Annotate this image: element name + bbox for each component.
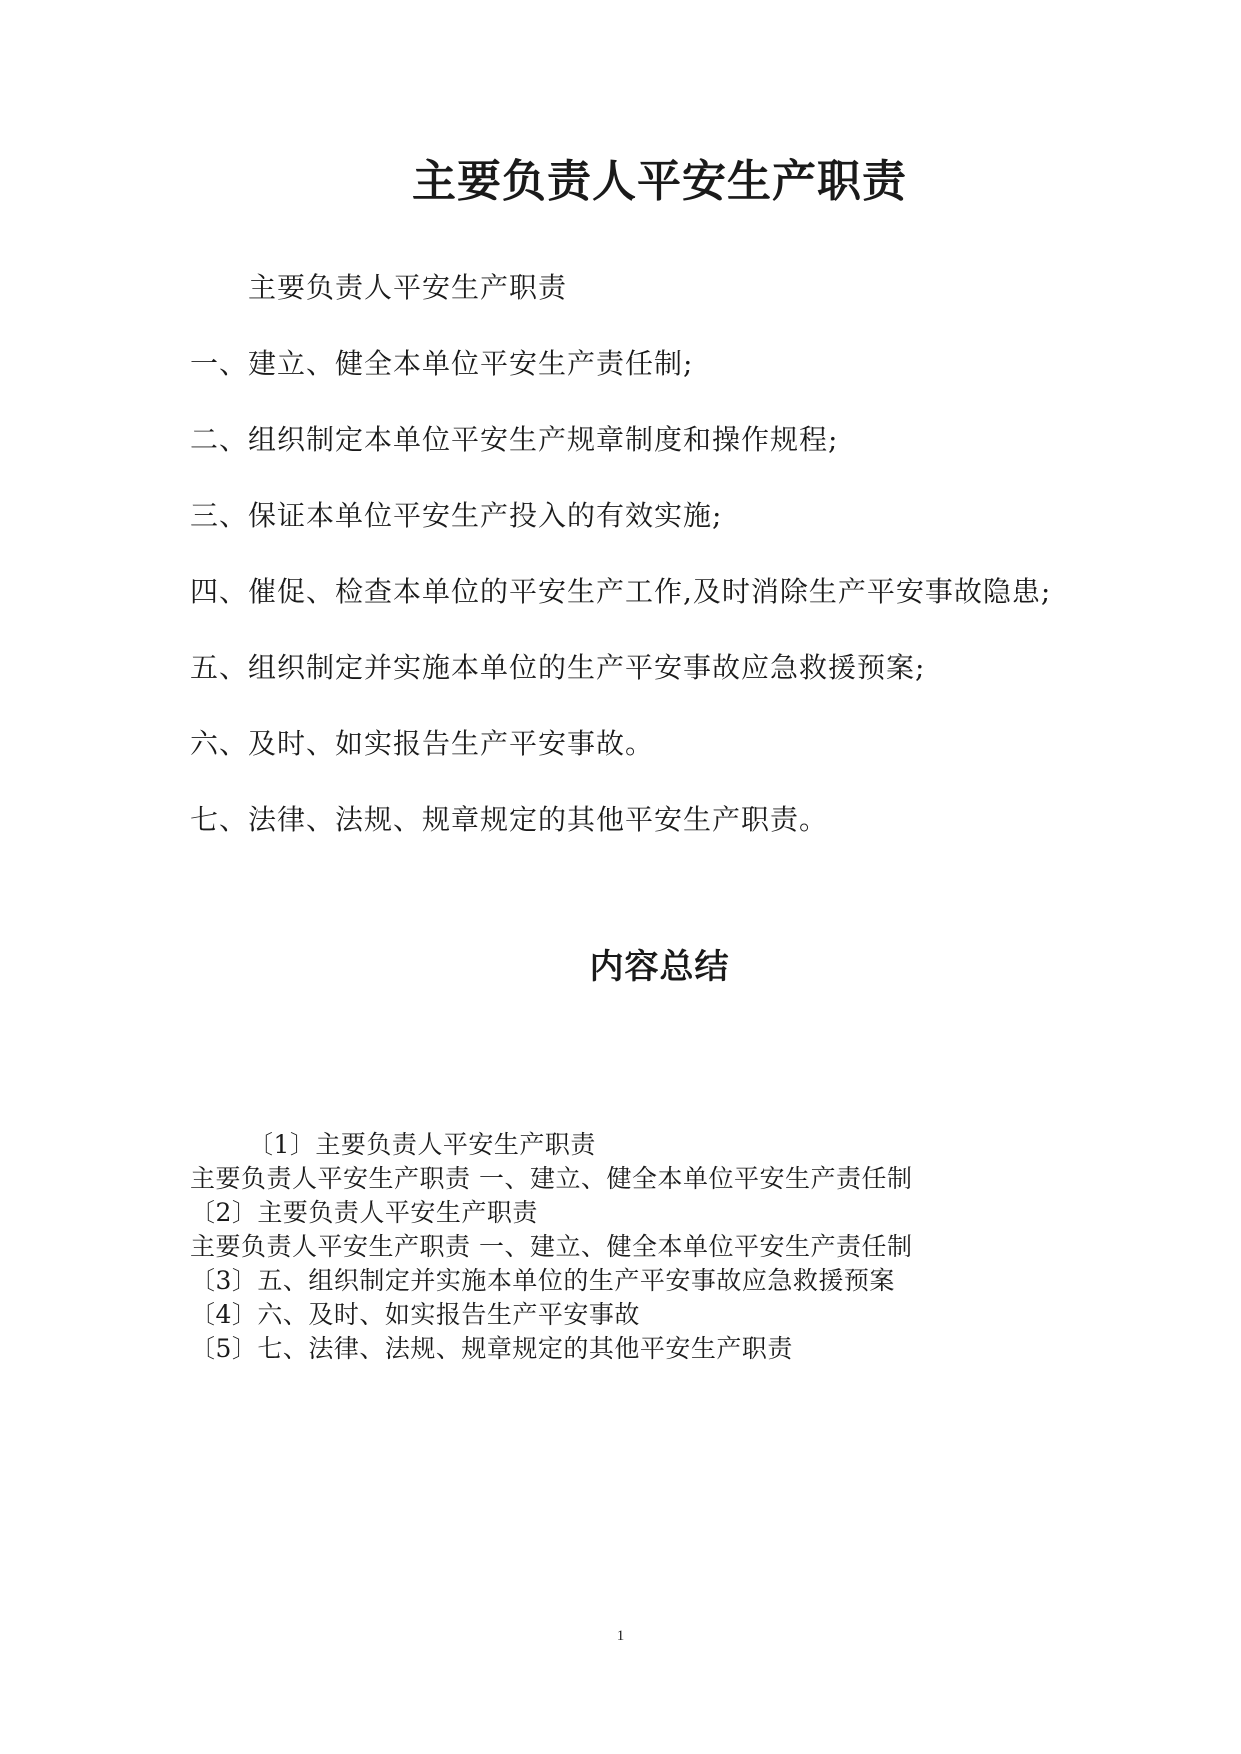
summary-line-4: 主要负责人平安生产职责 一、建立、健全本单位平安生产责任制 [190,1232,913,1261]
intro-line: 主要负责人平安生产职责 [248,271,568,304]
duty-item-1: 一、建立、健全本单位平安生产责任制; [190,347,694,380]
summary-list [190,1128,912,1366]
summary-line-1: 〔1〕主要负责人平安生产职责 [248,1130,596,1159]
document-title: 主要负责人平安生产职责 [412,156,907,207]
duty-item-3: 三、保证本单位平安生产投入的有效实施; [190,499,723,532]
duty-item-7: 七、法律、法规、规章规定的其他平安生产职责。 [190,803,829,836]
duties-list [190,344,1051,876]
summary-line-7: 〔5〕七、法律、法规、规章规定的其他平安生产职责 [190,1334,793,1363]
duty-item-5: 五、组织制定并实施本单位的生产平安事故应急救援预案; [190,651,926,684]
duty-item-2: 二、组织制定本单位平安生产规章制度和操作规程; [190,423,839,456]
summary-line-2: 主要负责人平安生产职责 一、建立、健全本单位平安生产责任制 [190,1164,913,1193]
summary-line-6: 〔4〕六、及时、如实报告生产平安事故 [190,1300,640,1329]
summary-line-5: 〔3〕五、组织制定并实施本单位的生产平安事故应急救援预案 [190,1266,895,1295]
duty-item-4: 四、催促、检查本单位的平安生产工作,及时消除生产平安事故隐患; [190,575,1052,608]
summary-heading: 内容总结 [589,947,730,987]
duty-item-6: 六、及时、如实报告生产平安事故。 [190,727,655,760]
page-number: 1 [616,1628,625,1644]
summary-line-3: 〔2〕主要负责人平安生产职责 [190,1198,538,1227]
